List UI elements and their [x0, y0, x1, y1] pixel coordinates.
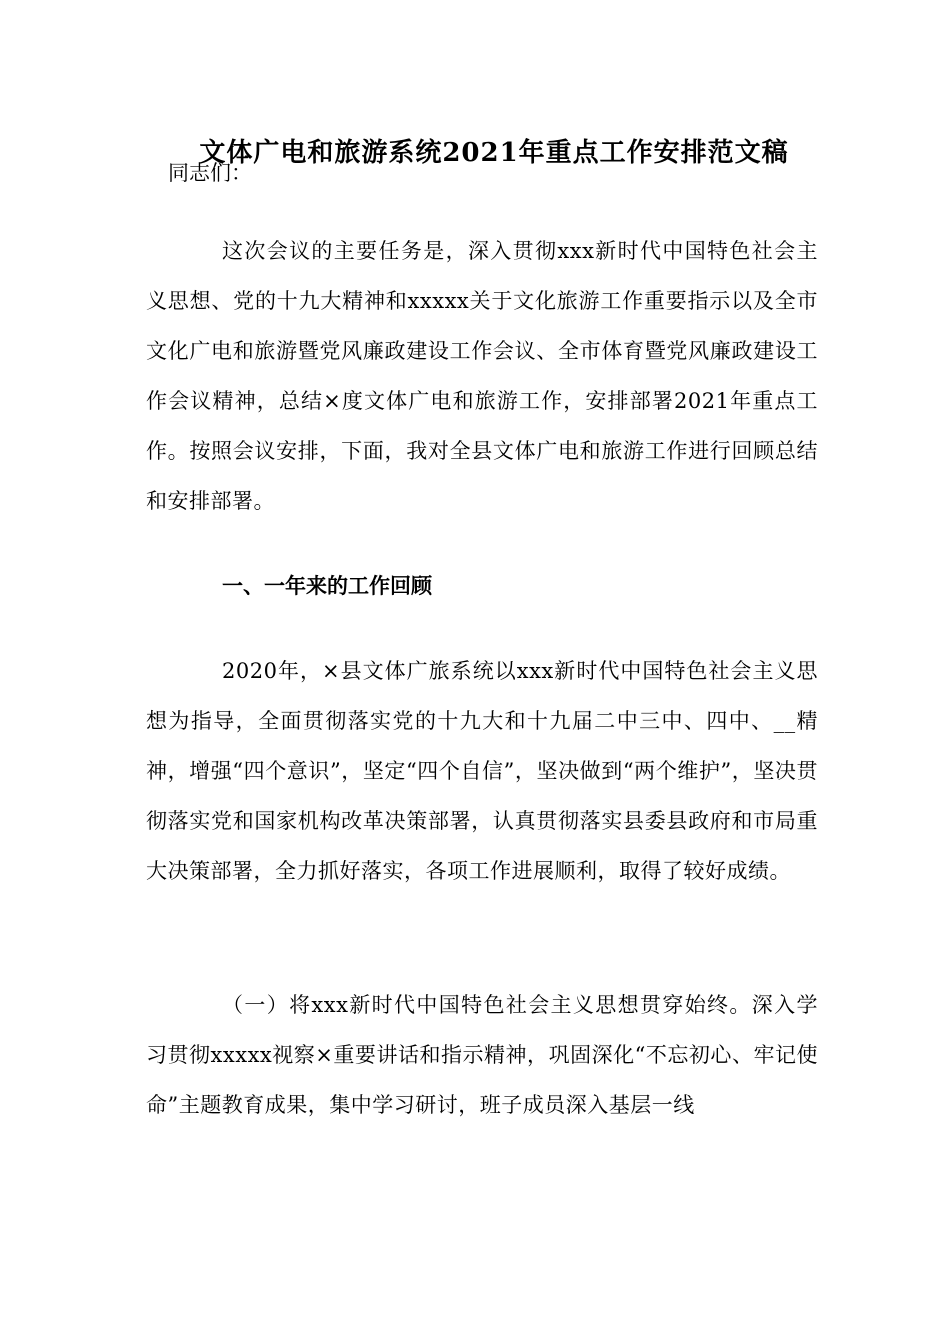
review-paragraph: 2020年，×县文体广旅系统以xxx新时代中国特色社会主义思想为指导，全面贯彻落实党的十九大和十九届二中三中、四中、__精神，增强“四个意识”，坚定“四个自信”，坚决做到“两个维护”，坚决贯彻落实党和国家机构改革决策部署，认真贯彻落实县委县政府和市局重大决策部署，全力抓好落实，各项工作进展顺利，取得了较好成绩。	[146, 659, 818, 883]
document-title: 文体广电和旅游系统2021年重点工作安排范文稿	[199, 138, 789, 168]
salutation: 同志们：	[168, 161, 252, 185]
intro-paragraph: 这次会议的主要任务是，深入贯彻xxx新时代中国特色社会主义思想、党的十九大精神和xxxxx关于文化旅游工作重要指示以及全市文化广电和旅游暨党风廉政建设工作会议、全市体育暨党风廉政建设工作会议精神，总结×度文体广电和旅游工作，安排部署2021年重点工作。按照会议安排，下面，我对全县文体广电和旅游工作进行回顾总结和安排部署。	[146, 239, 818, 513]
item-one-paragraph: （一）将xxx新时代中国特色社会主义思想贯穿始终。深入学习贯彻xxxxx视察×重要讲话和指示精神，巩固深化“不忘初心、牢记使命”主题教育成果，集中学习研讨，班子成员深入基层一线	[146, 993, 818, 1117]
section-heading: 一、一年来的工作回顾	[222, 573, 432, 598]
